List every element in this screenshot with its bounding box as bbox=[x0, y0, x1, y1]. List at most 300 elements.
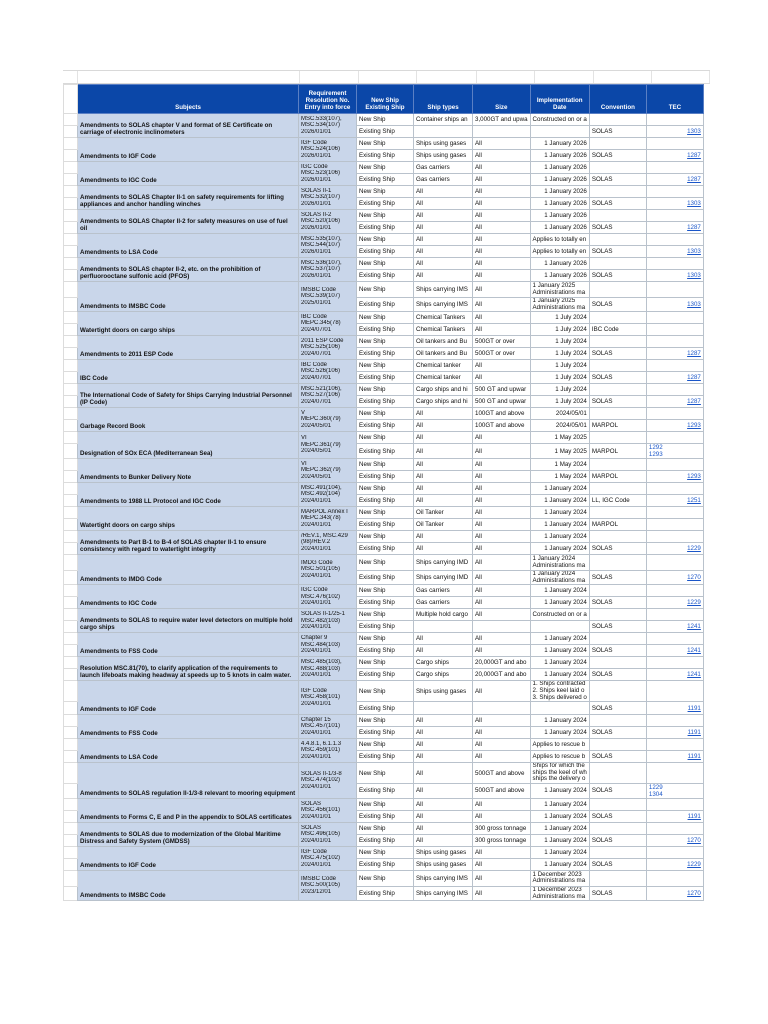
tec-link[interactable] bbox=[646, 822, 703, 834]
size-cell[interactable]: All bbox=[473, 258, 531, 270]
convention-cell[interactable] bbox=[589, 531, 646, 543]
convention-cell[interactable] bbox=[589, 360, 646, 372]
ship-type-cell[interactable]: All bbox=[414, 408, 473, 420]
convention-cell[interactable] bbox=[589, 312, 646, 324]
implementation-date-cell[interactable] bbox=[530, 571, 589, 585]
convention-cell[interactable]: IBC Code bbox=[589, 324, 646, 336]
ship-type-cell[interactable]: Oil Tanker bbox=[414, 519, 473, 531]
implementation-date-cell[interactable]: 1 January 2024 bbox=[530, 715, 589, 727]
implementation-date-cell[interactable]: 1 January 2024 bbox=[530, 669, 589, 681]
new-existing-cell[interactable]: New Ship bbox=[357, 408, 414, 420]
convention-cell[interactable] bbox=[589, 114, 646, 126]
resolution-cell[interactable] bbox=[299, 681, 357, 715]
ship-type-cell[interactable]: All bbox=[414, 198, 473, 210]
convention-cell[interactable] bbox=[589, 432, 646, 444]
size-cell[interactable]: All bbox=[473, 681, 531, 702]
subject-cell[interactable]: Amendments to Forms C, E and P in the appendix to SOLAS certificates bbox=[78, 798, 299, 822]
size-cell[interactable]: 500GT or over bbox=[473, 336, 531, 348]
tec-link[interactable] bbox=[646, 519, 703, 531]
subject-cell[interactable]: Designation of SOx ECA (Mediterranean Sea) bbox=[78, 432, 299, 459]
size-cell[interactable] bbox=[473, 126, 531, 138]
tec-link[interactable] bbox=[646, 555, 703, 571]
convention-cell[interactable] bbox=[589, 633, 646, 645]
implementation-date-cell[interactable] bbox=[530, 681, 589, 702]
ship-type-cell[interactable]: Oil tankers and Bu bbox=[414, 336, 473, 348]
new-existing-cell[interactable]: New Ship bbox=[357, 282, 414, 298]
resolution-cell[interactable] bbox=[299, 336, 357, 360]
ship-type-cell[interactable]: All bbox=[414, 739, 473, 751]
convention-cell[interactable] bbox=[589, 138, 646, 150]
ship-type-cell[interactable]: Gas carriers bbox=[414, 597, 473, 609]
resolution-cell[interactable] bbox=[299, 483, 357, 507]
convention-cell[interactable]: SOLAS bbox=[589, 886, 646, 900]
implementation-date-cell[interactable]: 1 January 2024 bbox=[530, 585, 589, 597]
size-cell[interactable]: 500GT or over bbox=[473, 348, 531, 360]
convention-cell[interactable]: SOLAS bbox=[589, 702, 646, 715]
size-cell[interactable]: 500 GT and upwar bbox=[473, 396, 531, 408]
subject-cell[interactable]: Watertight doors on cargo ships bbox=[78, 312, 299, 336]
implementation-date-cell[interactable]: 1 January 2024 bbox=[530, 633, 589, 645]
new-existing-cell[interactable]: New Ship bbox=[357, 798, 414, 810]
implementation-date-cell[interactable] bbox=[530, 621, 589, 633]
convention-cell[interactable] bbox=[589, 870, 646, 886]
size-cell[interactable]: 20,000GT and abo bbox=[473, 657, 531, 669]
tec-link-line[interactable]: 1292 bbox=[648, 444, 663, 452]
new-existing-cell[interactable]: New Ship bbox=[357, 763, 414, 784]
convention-cell[interactable] bbox=[589, 234, 646, 246]
tec-link[interactable] bbox=[646, 336, 703, 348]
new-existing-cell[interactable]: New Ship bbox=[357, 114, 414, 126]
implementation-date-cell[interactable]: 1 May 2025 bbox=[530, 444, 589, 459]
resolution-cell[interactable] bbox=[299, 312, 357, 336]
resolution-cell[interactable] bbox=[299, 555, 357, 585]
new-existing-cell[interactable]: Existing Ship bbox=[357, 324, 414, 336]
ship-type-cell[interactable]: All bbox=[414, 270, 473, 282]
new-existing-cell[interactable]: New Ship bbox=[357, 846, 414, 858]
ship-type-cell[interactable]: All bbox=[414, 810, 473, 822]
tec-link[interactable] bbox=[646, 483, 703, 495]
size-cell[interactable]: All bbox=[473, 270, 531, 282]
resolution-cell[interactable] bbox=[299, 432, 357, 459]
ship-type-cell[interactable]: All bbox=[414, 483, 473, 495]
convention-cell[interactable] bbox=[589, 258, 646, 270]
resolution-cell[interactable] bbox=[299, 531, 357, 555]
size-cell[interactable]: All bbox=[473, 432, 531, 444]
ship-type-cell[interactable]: All bbox=[414, 645, 473, 657]
size-cell[interactable]: All bbox=[473, 870, 531, 886]
tec-link[interactable] bbox=[646, 585, 703, 597]
size-cell[interactable]: All bbox=[473, 846, 531, 858]
subject-cell[interactable]: Resolution MSC.81(70), to clarify application of the requirements to launch lifeboats making headway at speeds up to 5 knots in calm water. bbox=[78, 657, 299, 681]
convention-cell[interactable] bbox=[589, 483, 646, 495]
convention-cell[interactable] bbox=[589, 681, 646, 702]
new-existing-cell[interactable]: Existing Ship bbox=[357, 727, 414, 739]
ship-type-cell[interactable]: All bbox=[414, 234, 473, 246]
tec-link[interactable] bbox=[646, 234, 703, 246]
tec-link-line[interactable]: 1304 bbox=[648, 790, 663, 798]
tec-link[interactable]: 1270 bbox=[646, 571, 703, 585]
convention-cell[interactable]: SOLAS bbox=[589, 543, 646, 555]
new-existing-cell[interactable]: Existing Ship bbox=[357, 834, 414, 846]
resolution-cell[interactable] bbox=[299, 657, 357, 681]
ship-type-cell[interactable]: Chemical tanker bbox=[414, 372, 473, 384]
new-existing-cell[interactable]: Existing Ship bbox=[357, 174, 414, 186]
resolution-cell[interactable] bbox=[299, 210, 357, 234]
subject-cell[interactable]: Amendments to Bunker Delivery Note bbox=[78, 459, 299, 483]
convention-cell[interactable]: SOLAS bbox=[589, 348, 646, 360]
new-existing-cell[interactable]: New Ship bbox=[357, 715, 414, 727]
convention-cell[interactable] bbox=[589, 555, 646, 571]
tec-link[interactable] bbox=[646, 162, 703, 174]
new-existing-cell[interactable]: Existing Ship bbox=[357, 669, 414, 681]
size-cell[interactable]: All bbox=[473, 150, 531, 162]
convention-cell[interactable] bbox=[589, 798, 646, 810]
ship-type-cell[interactable]: All bbox=[414, 432, 473, 444]
tec-link[interactable] bbox=[646, 444, 703, 459]
implementation-date-cell[interactable]: 1 January 2024 bbox=[530, 657, 589, 669]
new-existing-cell[interactable]: Existing Ship bbox=[357, 298, 414, 312]
implementation-date-cell[interactable]: 1 January 2024 bbox=[530, 531, 589, 543]
convention-cell[interactable]: SOLAS bbox=[589, 834, 646, 846]
convention-cell[interactable] bbox=[589, 162, 646, 174]
implementation-date-cell[interactable]: 1 January 2026 bbox=[530, 198, 589, 210]
tec-link[interactable] bbox=[646, 763, 703, 784]
new-existing-cell[interactable]: New Ship bbox=[357, 507, 414, 519]
convention-cell[interactable]: SOLAS bbox=[589, 810, 646, 822]
implementation-date-cell[interactable]: 2024/05/01 bbox=[530, 408, 589, 420]
resolution-cell[interactable] bbox=[299, 384, 357, 408]
convention-cell[interactable]: MARPOL bbox=[589, 471, 646, 483]
implementation-date-cell[interactable]: 1 January 2024 bbox=[530, 846, 589, 858]
ship-type-cell[interactable]: All bbox=[414, 258, 473, 270]
subject-cell[interactable]: Amendments to IGC Code bbox=[78, 162, 299, 186]
new-existing-cell[interactable]: New Ship bbox=[357, 384, 414, 396]
new-existing-cell[interactable]: Existing Ship bbox=[357, 270, 414, 282]
subject-cell[interactable]: Amendments to SOLAS regulation II-1/3-8 relevant to mooring equipment bbox=[78, 763, 299, 799]
new-existing-cell[interactable]: New Ship bbox=[357, 870, 414, 886]
implementation-date-cell[interactable]: 1 January 2026 bbox=[530, 138, 589, 150]
new-existing-cell[interactable]: Existing Ship bbox=[357, 519, 414, 531]
tec-link[interactable]: 1303 bbox=[646, 126, 703, 138]
subject-cell[interactable]: Amendments to 2011 ESP Code bbox=[78, 336, 299, 360]
convention-cell[interactable] bbox=[589, 822, 646, 834]
implementation-date-cell[interactable] bbox=[530, 763, 589, 784]
col-header-convention[interactable]: Convention bbox=[589, 85, 646, 114]
ship-type-cell[interactable]: Ships using gases bbox=[414, 150, 473, 162]
tec-link[interactable]: 1241 bbox=[646, 669, 703, 681]
new-existing-cell[interactable]: Existing Ship bbox=[357, 751, 414, 763]
new-existing-cell[interactable]: Existing Ship bbox=[357, 420, 414, 432]
ship-type-cell[interactable]: Ships using gases bbox=[414, 681, 473, 702]
size-cell[interactable]: All bbox=[473, 531, 531, 543]
resolution-cell[interactable] bbox=[299, 162, 357, 186]
new-existing-cell[interactable]: New Ship bbox=[357, 555, 414, 571]
implementation-date-cell[interactable] bbox=[530, 702, 589, 715]
col-header-implementation-date[interactable]: Implementation Date bbox=[530, 85, 589, 114]
tec-link[interactable] bbox=[646, 870, 703, 886]
ship-type-cell[interactable]: Chemical Tankers bbox=[414, 312, 473, 324]
convention-cell[interactable]: MARPOL bbox=[589, 519, 646, 531]
tec-link[interactable]: 1303 bbox=[646, 246, 703, 258]
subject-cell[interactable]: Amendments to Part B-1 to B-4 of SOLAS chapter II-1 to ensure consistency with regard to watertight integrity bbox=[78, 531, 299, 555]
size-cell[interactable]: All bbox=[473, 198, 531, 210]
ship-type-cell[interactable]: Ships using gases bbox=[414, 138, 473, 150]
convention-cell[interactable]: SOLAS bbox=[589, 571, 646, 585]
resolution-cell[interactable] bbox=[299, 459, 357, 483]
ship-type-cell[interactable]: Ships carrying IMD bbox=[414, 571, 473, 585]
convention-cell[interactable]: SOLAS bbox=[589, 645, 646, 657]
tec-link[interactable]: 1241 bbox=[646, 645, 703, 657]
col-header-resolution[interactable]: Requirement Resolution No. Entry into force bbox=[299, 85, 357, 114]
convention-cell[interactable] bbox=[589, 715, 646, 727]
tec-link[interactable] bbox=[646, 360, 703, 372]
new-existing-cell[interactable]: Existing Ship bbox=[357, 886, 414, 900]
tec-link[interactable]: 1191 bbox=[646, 810, 703, 822]
tec-link[interactable]: 1229 bbox=[646, 858, 703, 870]
implementation-date-cell[interactable] bbox=[530, 555, 589, 571]
convention-cell[interactable]: SOLAS bbox=[589, 396, 646, 408]
new-existing-cell[interactable]: New Ship bbox=[357, 657, 414, 669]
size-cell[interactable]: All bbox=[473, 138, 531, 150]
size-cell[interactable]: All bbox=[473, 597, 531, 609]
tec-link[interactable] bbox=[646, 186, 703, 198]
tec-link[interactable] bbox=[646, 609, 703, 621]
implementation-date-cell[interactable]: 1 January 2024 bbox=[530, 798, 589, 810]
size-cell[interactable]: 3,000GT and upwa bbox=[473, 114, 531, 126]
tec-link[interactable] bbox=[646, 312, 703, 324]
size-cell[interactable]: All bbox=[473, 222, 531, 234]
new-existing-cell[interactable]: Existing Ship bbox=[357, 471, 414, 483]
convention-cell[interactable]: MARPOL bbox=[589, 444, 646, 459]
new-existing-cell[interactable]: Existing Ship bbox=[357, 495, 414, 507]
tec-link[interactable]: 1287 bbox=[646, 372, 703, 384]
ship-type-cell[interactable]: All bbox=[414, 783, 473, 798]
new-existing-cell[interactable]: Existing Ship bbox=[357, 597, 414, 609]
tec-link[interactable] bbox=[646, 408, 703, 420]
tec-link[interactable]: 1191 bbox=[646, 751, 703, 763]
tec-link[interactable]: 1270 bbox=[646, 834, 703, 846]
implementation-date-cell[interactable]: 1 May 2024 bbox=[530, 459, 589, 471]
convention-cell[interactable]: SOLAS bbox=[589, 669, 646, 681]
ship-type-cell[interactable]: Oil Tanker bbox=[414, 507, 473, 519]
convention-cell[interactable]: SOLAS bbox=[589, 751, 646, 763]
tec-link[interactable]: 1287 bbox=[646, 174, 703, 186]
tec-link[interactable] bbox=[646, 783, 703, 798]
implementation-date-cell[interactable]: Constructed on or a bbox=[530, 114, 589, 126]
tec-link[interactable] bbox=[646, 798, 703, 810]
new-existing-cell[interactable]: Existing Ship bbox=[357, 222, 414, 234]
col-header-subjects[interactable]: Subjects bbox=[78, 85, 299, 114]
ship-type-cell[interactable]: All bbox=[414, 495, 473, 507]
convention-cell[interactable]: SOLAS bbox=[589, 372, 646, 384]
tec-link[interactable] bbox=[646, 681, 703, 702]
tec-link[interactable] bbox=[646, 324, 703, 336]
implementation-date-cell[interactable]: 1 January 2024 bbox=[530, 495, 589, 507]
implementation-date-cell[interactable]: 1 July 2024 bbox=[530, 324, 589, 336]
ship-type-cell[interactable]: Ships carrying IMS bbox=[414, 298, 473, 312]
col-header-new-existing[interactable]: New Ship Existing Ship bbox=[357, 85, 414, 114]
subject-cell[interactable]: Amendments to FSS Code bbox=[78, 633, 299, 657]
implementation-date-cell[interactable]: 1 July 2024 bbox=[530, 396, 589, 408]
size-cell[interactable]: All bbox=[473, 715, 531, 727]
implementation-date-cell[interactable]: Constructed on or a bbox=[530, 609, 589, 621]
col-header-ship-types[interactable]: Ship types bbox=[414, 85, 473, 114]
subject-cell[interactable]: Amendments to SOLAS chapter II-2, etc. on the prohibition of perfluorooctane sulfonic acid (PFOS) bbox=[78, 258, 299, 282]
tec-link-line[interactable]: 1229 bbox=[648, 783, 663, 791]
subject-cell[interactable]: Amendments to SOLAS to require water level detectors on multiple hold cargo ships bbox=[78, 609, 299, 633]
subject-cell[interactable]: IBC Code bbox=[78, 360, 299, 384]
implementation-date-cell[interactable]: 1 January 2026 bbox=[530, 174, 589, 186]
new-existing-cell[interactable]: Existing Ship bbox=[357, 783, 414, 798]
tec-link[interactable] bbox=[646, 282, 703, 298]
resolution-cell[interactable] bbox=[299, 715, 357, 739]
implementation-date-cell[interactable] bbox=[530, 282, 589, 298]
convention-cell[interactable]: SOLAS bbox=[589, 198, 646, 210]
size-cell[interactable]: All bbox=[473, 571, 531, 585]
size-cell[interactable]: 500GT and above bbox=[473, 783, 531, 798]
convention-cell[interactable] bbox=[589, 459, 646, 471]
size-cell[interactable]: All bbox=[473, 234, 531, 246]
ship-type-cell[interactable]: Cargo ships bbox=[414, 657, 473, 669]
size-cell[interactable]: All bbox=[473, 312, 531, 324]
implementation-date-cell[interactable]: 1 January 2026 bbox=[530, 186, 589, 198]
resolution-cell[interactable] bbox=[299, 609, 357, 633]
size-cell[interactable]: All bbox=[473, 324, 531, 336]
convention-cell[interactable]: SOLAS bbox=[589, 727, 646, 739]
size-cell[interactable]: 300 gross tonnage bbox=[473, 822, 531, 834]
resolution-cell[interactable] bbox=[299, 234, 357, 258]
ship-type-cell[interactable]: All bbox=[414, 763, 473, 784]
size-cell[interactable]: All bbox=[473, 886, 531, 900]
ship-type-cell[interactable]: Ships carrying IMS bbox=[414, 870, 473, 886]
tec-link[interactable] bbox=[646, 715, 703, 727]
size-cell[interactable]: All bbox=[473, 519, 531, 531]
implementation-date-cell[interactable]: 1 May 2024 bbox=[530, 471, 589, 483]
ship-type-cell[interactable]: All bbox=[414, 543, 473, 555]
implementation-date-cell[interactable]: 1 January 2024 bbox=[530, 519, 589, 531]
convention-cell[interactable]: SOLAS bbox=[589, 222, 646, 234]
new-existing-cell[interactable]: Existing Ship bbox=[357, 645, 414, 657]
size-cell[interactable]: All bbox=[473, 186, 531, 198]
col-header-tec[interactable]: TEC bbox=[646, 85, 703, 114]
size-cell[interactable]: All bbox=[473, 751, 531, 763]
subject-cell[interactable]: Amendments to FSS Code bbox=[78, 715, 299, 739]
ship-type-cell[interactable]: Multiple hold cargo bbox=[414, 609, 473, 621]
ship-type-cell[interactable] bbox=[414, 126, 473, 138]
new-existing-cell[interactable]: New Ship bbox=[357, 681, 414, 702]
size-cell[interactable] bbox=[473, 702, 531, 715]
ship-type-cell[interactable]: All bbox=[414, 822, 473, 834]
subject-cell[interactable]: Amendments to 1988 LL Protocol and IGC Code bbox=[78, 483, 299, 507]
resolution-cell[interactable] bbox=[299, 633, 357, 657]
convention-cell[interactable] bbox=[589, 846, 646, 858]
tec-link[interactable]: 1303 bbox=[646, 298, 703, 312]
new-existing-cell[interactable]: Existing Ship bbox=[357, 571, 414, 585]
ship-type-cell[interactable] bbox=[414, 702, 473, 715]
resolution-cell[interactable] bbox=[299, 846, 357, 870]
tec-link[interactable]: 1191 bbox=[646, 727, 703, 739]
resolution-cell[interactable] bbox=[299, 360, 357, 384]
implementation-date-cell[interactable]: 1 July 2024 bbox=[530, 384, 589, 396]
new-existing-cell[interactable]: Existing Ship bbox=[357, 126, 414, 138]
ship-type-cell[interactable]: All bbox=[414, 531, 473, 543]
size-cell[interactable]: 500GT and above bbox=[473, 763, 531, 784]
size-cell[interactable]: All bbox=[473, 444, 531, 459]
new-existing-cell[interactable]: New Ship bbox=[357, 531, 414, 543]
new-existing-cell[interactable]: Existing Ship bbox=[357, 348, 414, 360]
ship-type-cell[interactable]: All bbox=[414, 246, 473, 258]
implementation-date-cell[interactable] bbox=[530, 870, 589, 886]
implementation-date-cell[interactable]: 1 January 2026 bbox=[530, 270, 589, 282]
size-cell[interactable]: All bbox=[473, 246, 531, 258]
ship-type-cell[interactable]: Gas carriers bbox=[414, 585, 473, 597]
implementation-date-cell[interactable]: 1 July 2024 bbox=[530, 312, 589, 324]
subject-cell[interactable]: Amendments to IMSBC Code bbox=[78, 282, 299, 312]
size-cell[interactable]: All bbox=[473, 162, 531, 174]
size-cell[interactable]: 100GT and above bbox=[473, 420, 531, 432]
convention-cell[interactable] bbox=[589, 585, 646, 597]
new-existing-cell[interactable]: New Ship bbox=[357, 312, 414, 324]
tec-link[interactable]: 1287 bbox=[646, 222, 703, 234]
new-existing-cell[interactable]: Existing Ship bbox=[357, 246, 414, 258]
tec-link[interactable]: 1270 bbox=[646, 886, 703, 900]
new-existing-cell[interactable]: Existing Ship bbox=[357, 858, 414, 870]
tec-link[interactable]: 1303 bbox=[646, 270, 703, 282]
new-existing-cell[interactable]: New Ship bbox=[357, 258, 414, 270]
size-cell[interactable]: All bbox=[473, 585, 531, 597]
tec-link[interactable]: 1287 bbox=[646, 348, 703, 360]
size-cell[interactable]: All bbox=[473, 372, 531, 384]
size-cell[interactable]: All bbox=[473, 174, 531, 186]
resolution-cell[interactable] bbox=[299, 507, 357, 531]
ship-type-cell[interactable] bbox=[414, 621, 473, 633]
new-existing-cell[interactable]: Existing Ship bbox=[357, 396, 414, 408]
col-header-size[interactable]: Size bbox=[473, 85, 531, 114]
ship-type-cell[interactable]: Ships using gases bbox=[414, 858, 473, 870]
new-existing-cell[interactable]: Existing Ship bbox=[357, 150, 414, 162]
subject-cell[interactable]: Watertight doors on cargo ships bbox=[78, 507, 299, 531]
resolution-cell[interactable] bbox=[299, 258, 357, 282]
convention-cell[interactable]: SOLAS bbox=[589, 298, 646, 312]
new-existing-cell[interactable]: Existing Ship bbox=[357, 444, 414, 459]
convention-cell[interactable]: SOLAS bbox=[589, 126, 646, 138]
new-existing-cell[interactable]: New Ship bbox=[357, 234, 414, 246]
size-cell[interactable]: 500 GT and upwar bbox=[473, 384, 531, 396]
implementation-date-cell[interactable]: 1 January 2026 bbox=[530, 222, 589, 234]
new-existing-cell[interactable]: Existing Ship bbox=[357, 621, 414, 633]
subject-cell[interactable]: Amendments to SOLAS due to modernization of the Global Maritime Distress and Safety System (GMDSS) bbox=[78, 822, 299, 846]
size-cell[interactable]: All bbox=[473, 360, 531, 372]
resolution-cell[interactable] bbox=[299, 408, 357, 432]
convention-cell[interactable] bbox=[589, 408, 646, 420]
resolution-cell[interactable] bbox=[299, 822, 357, 846]
implementation-date-cell[interactable]: 1 July 2024 bbox=[530, 360, 589, 372]
tec-link[interactable] bbox=[646, 432, 703, 444]
implementation-date-cell[interactable]: 1 January 2026 bbox=[530, 210, 589, 222]
implementation-date-cell[interactable]: 1 January 2024 bbox=[530, 783, 589, 798]
tec-link[interactable] bbox=[646, 531, 703, 543]
ship-type-cell[interactable]: All bbox=[414, 222, 473, 234]
tec-link[interactable] bbox=[646, 657, 703, 669]
ship-type-cell[interactable]: All bbox=[414, 798, 473, 810]
size-cell[interactable]: All bbox=[473, 798, 531, 810]
subject-cell[interactable]: Amendments to IGF Code bbox=[78, 681, 299, 715]
new-existing-cell[interactable]: New Ship bbox=[357, 585, 414, 597]
size-cell[interactable]: All bbox=[473, 739, 531, 751]
resolution-cell[interactable] bbox=[299, 282, 357, 312]
size-cell[interactable]: All bbox=[473, 810, 531, 822]
convention-cell[interactable]: LL, IGC Code bbox=[589, 495, 646, 507]
